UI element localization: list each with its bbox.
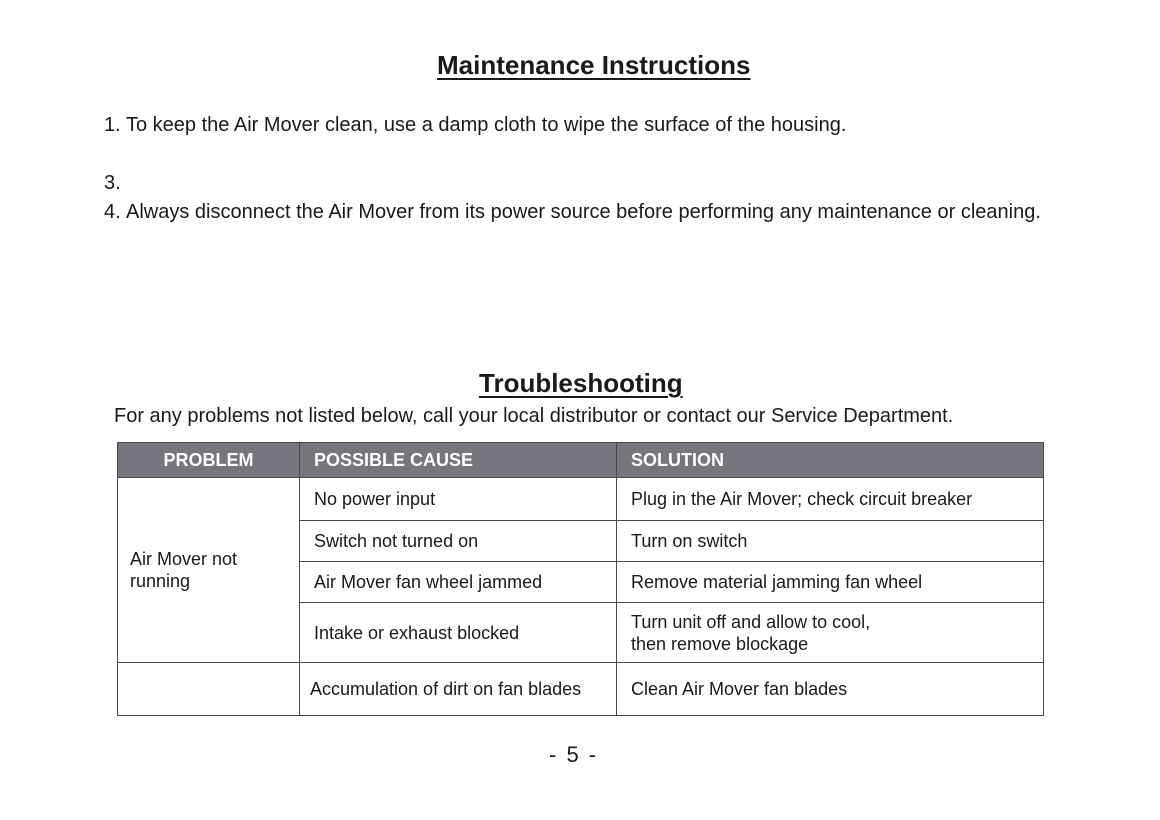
header-possible-cause: POSSIBLE CAUSE — [300, 443, 617, 478]
table-header-row — [118, 443, 1044, 478]
step-number: 1. — [104, 114, 121, 136]
step-number: 3. — [104, 172, 121, 194]
maintenance-title: Maintenance Instructions — [437, 50, 751, 80]
solution-cell — [617, 603, 1044, 663]
solution-line: Turn unit off and allow to cool, — [631, 611, 871, 632]
cause-cell: Switch not turned on — [300, 521, 617, 562]
troubleshooting-intro: For any problems not listed below, call your local distributor or contact our Service Department. — [114, 405, 954, 427]
solution-line: then remove blockage — [631, 633, 809, 654]
step-text: Always disconnect the Air Mover from its power source before performing any maintenance or cleaning. — [126, 201, 1041, 223]
step-number: 4. — [104, 201, 121, 223]
header-solution: SOLUTION — [617, 443, 1044, 478]
table-row — [118, 478, 1044, 521]
cause-cell: Air Mover fan wheel jammed — [300, 562, 617, 603]
header-problem: PROBLEM — [118, 443, 300, 478]
table-row — [118, 663, 1044, 716]
cause-cell: Accumulation of dirt on fan blades — [300, 663, 617, 716]
maintenance-step-1 — [104, 110, 846, 140]
troubleshooting-table — [117, 442, 1044, 716]
maintenance-step-4 — [104, 197, 1066, 227]
solution-cell: Turn on switch — [617, 521, 1044, 562]
step-text: To keep the Air Mover clean, use a damp cloth to wipe the surface of the housing. — [126, 114, 847, 136]
solution-cell: Plug in the Air Mover; check circuit breaker — [617, 478, 1044, 521]
problem-cell — [118, 663, 300, 716]
troubleshooting-title: Troubleshooting — [479, 368, 683, 398]
page-number: - 5 - — [549, 742, 599, 767]
problem-cell: Air Mover not running — [118, 478, 300, 663]
cause-cell: Intake or exhaust blocked — [300, 603, 617, 663]
maintenance-step-3 — [104, 168, 126, 198]
cause-cell: No power input — [300, 478, 617, 521]
solution-cell: Remove material jamming fan wheel — [617, 562, 1044, 603]
solution-cell: Clean Air Mover fan blades — [617, 663, 1044, 716]
